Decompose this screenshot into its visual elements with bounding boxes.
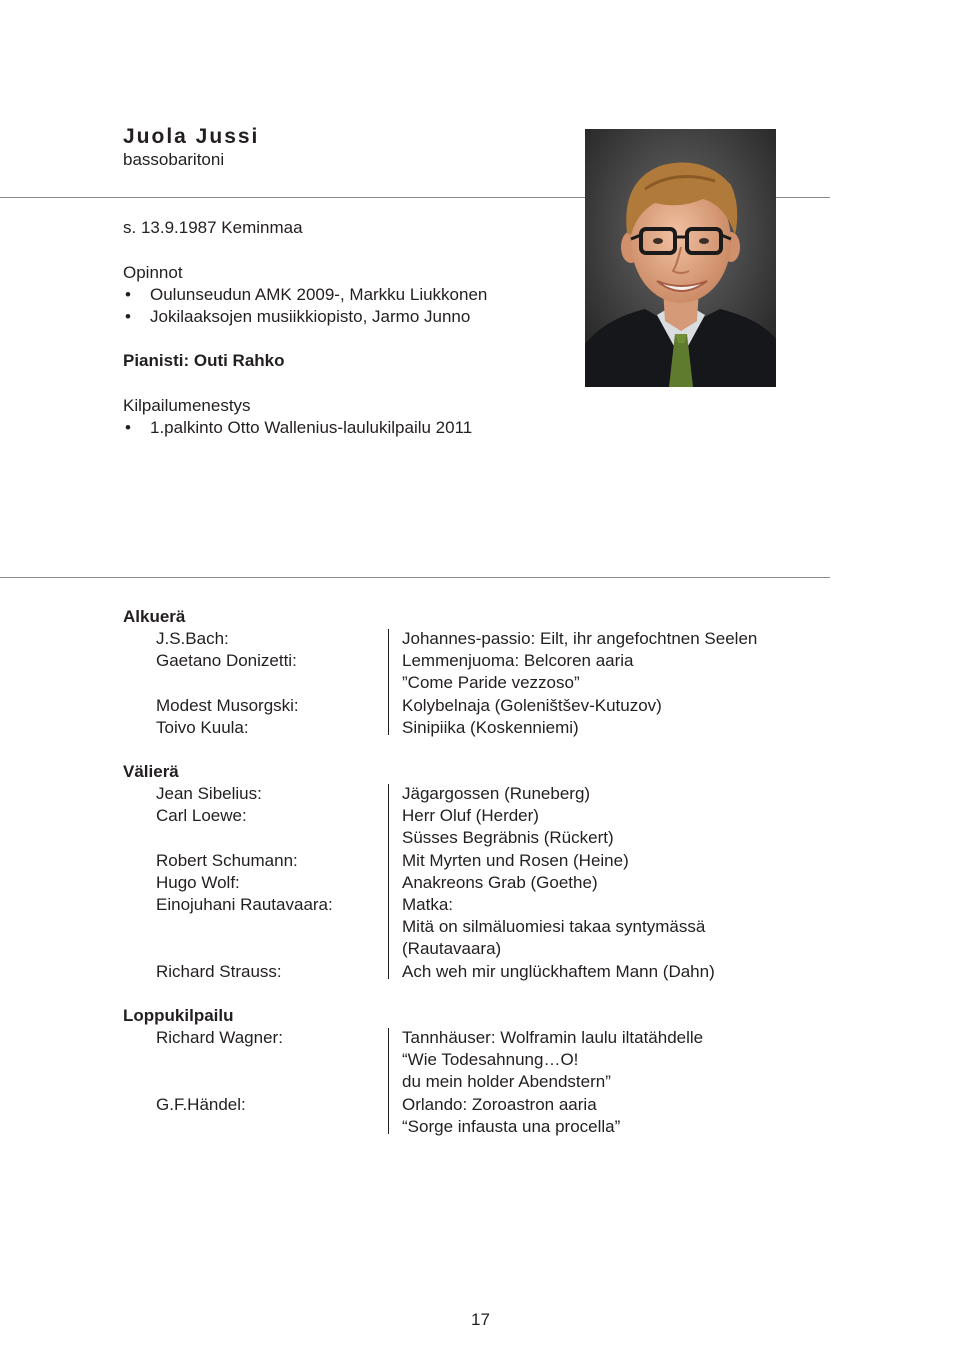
composer: Modest Musorgski: <box>156 695 299 715</box>
round-title: Välierä <box>123 762 179 781</box>
composer-list <box>156 783 333 983</box>
work: ”Come Paride vezzoso” <box>402 673 580 693</box>
work-list <box>402 1027 703 1138</box>
work: Orlando: Zoroastron aaria <box>402 1094 597 1114</box>
composer: Richard Strauss: <box>156 961 282 981</box>
composer <box>156 672 299 694</box>
composer: Jean Sibelius: <box>156 784 262 803</box>
work: Johannes-passio: Eilt, ihr angefochtnen Seelen <box>402 629 758 648</box>
birth-info: s. 13.9.1987 Keminmaa <box>123 218 303 237</box>
column-divider <box>388 1028 389 1134</box>
column-divider <box>388 629 389 735</box>
competitions-heading: Kilpailumenestys <box>123 396 251 415</box>
performer-name: Juola Jussi <box>123 125 260 148</box>
competition-item: • 1.palkinto Otto Wallenius-laulukilpailu 2011 <box>123 417 472 439</box>
pianist-info: Pianisti: Outi Rahko <box>123 351 285 370</box>
competitions-list <box>123 417 472 439</box>
work: (Rautavaara) <box>402 939 502 959</box>
composer-list <box>156 1027 283 1116</box>
composer <box>156 827 333 849</box>
work: Tannhäuser: Wolframin laulu iltatähdelle <box>402 1028 704 1047</box>
work: “Sorge infausta una procella” <box>402 1116 621 1136</box>
composer: G.F.Händel: <box>156 1094 246 1114</box>
work: Mitä on silmäluomiesi takaa syntymässä <box>402 917 706 937</box>
work: Süsses Begräbnis (Rückert) <box>402 828 614 848</box>
portrait-photo <box>585 129 776 387</box>
education-list <box>123 284 487 328</box>
work: Herr Oluf (Herder) <box>402 806 539 826</box>
voice-type: bassobaritoni <box>123 150 225 169</box>
work: Anakreons Grab (Goethe) <box>402 872 598 892</box>
work-list <box>402 628 757 739</box>
composer <box>156 938 333 960</box>
work: Lemmenjuoma: Belcoren aaria <box>402 651 634 671</box>
composer: Einojuhani Rautavaara: <box>156 894 333 914</box>
round-title: Alkuerä <box>123 607 186 626</box>
composer: Gaetano Donizetti: <box>156 651 297 671</box>
education-item: • Oulunseudun AMK 2009-, Markku Liukkonen <box>123 284 487 306</box>
work: “Wie Todesahnung…O! <box>402 1050 579 1070</box>
composer: Robert Schumann: <box>156 850 298 870</box>
work: Jägargossen (Runeberg) <box>402 784 591 803</box>
work: Mit Myrten und Rosen (Heine) <box>402 850 629 870</box>
work: Kolybelnaja (Goleništšev-Kutuzov) <box>402 695 662 715</box>
composer-list <box>156 628 299 739</box>
composer <box>156 1049 283 1071</box>
work: Ach weh mir unglückhaftem Mann (Dahn) <box>402 961 715 981</box>
work-list <box>402 783 715 983</box>
education-heading: Opinnot <box>123 263 183 282</box>
work: Matka: <box>402 894 454 914</box>
composer: Richard Wagner: <box>156 1028 283 1047</box>
page-number: 17 <box>471 1310 490 1329</box>
round-title: Loppukilpailu <box>123 1006 234 1025</box>
work: du mein holder Abendstern” <box>402 1072 611 1092</box>
section-divider <box>0 577 830 578</box>
composer: Hugo Wolf: <box>156 872 240 892</box>
composer: J.S.Bach: <box>156 629 229 648</box>
work: Sinipiika (Koskenniemi) <box>402 717 579 737</box>
education-item: • Jokilaaksojen musiikkiopisto, Jarmo Junno <box>123 306 487 328</box>
composer <box>156 1071 283 1093</box>
composer: Toivo Kuula: <box>156 717 249 737</box>
composer <box>156 916 333 938</box>
column-divider <box>388 784 389 979</box>
composer: Carl Loewe: <box>156 806 247 826</box>
